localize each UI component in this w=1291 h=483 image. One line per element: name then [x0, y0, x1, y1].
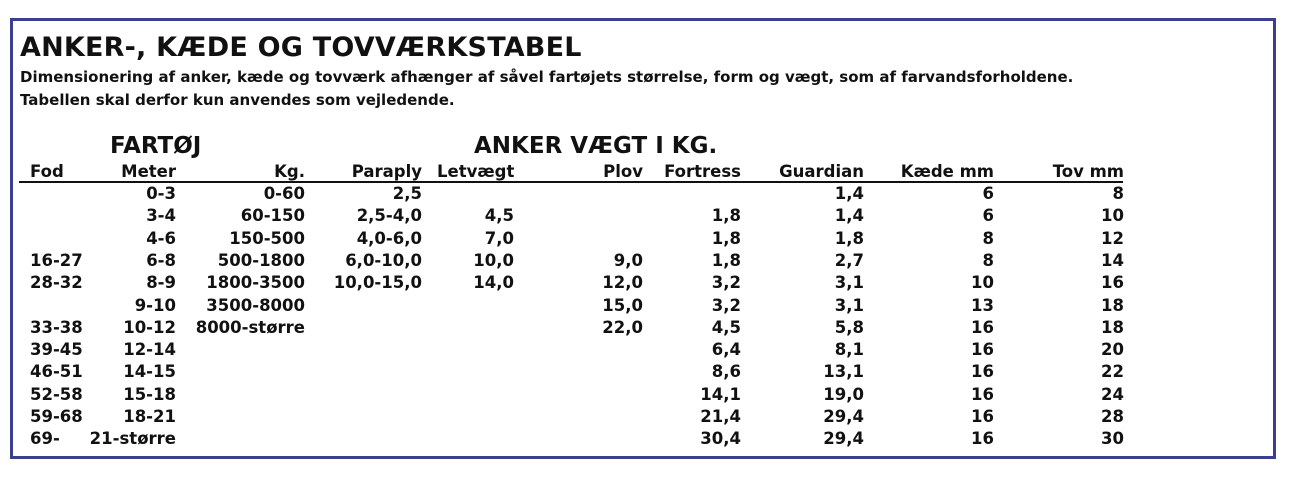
table-cell: 59-68	[30, 407, 83, 426]
table-cell: 16	[971, 429, 994, 448]
group-heading-fartoej: FARTØJ	[110, 133, 202, 159]
table-cell: 1,8	[711, 229, 741, 248]
table-cell: 10-12	[123, 318, 176, 337]
table-cell: 6,0-10,0	[345, 251, 422, 270]
table-cell: 13	[971, 296, 994, 315]
table-cell: 0-60	[263, 184, 305, 203]
table-cell: 39-45	[30, 340, 83, 359]
table-cell: 500-1800	[217, 251, 305, 270]
table-cell: 9,0	[613, 251, 643, 270]
table-cell: 24	[1101, 385, 1124, 404]
table-cell: 10	[1101, 206, 1124, 225]
table-cell: 16-27	[30, 251, 83, 270]
table-cell: 8000-større	[195, 318, 305, 337]
table-cell: 28-32	[30, 273, 83, 292]
table-cell: 14,1	[700, 385, 741, 404]
table-cell: 8-9	[146, 273, 176, 292]
table-cell: 21,4	[700, 407, 741, 426]
table-cell: 6,4	[711, 340, 741, 359]
table-cell: 3,1	[834, 296, 864, 315]
table-cell: 18-21	[123, 407, 176, 426]
table-cell: 16	[971, 407, 994, 426]
column-header: Guardian	[779, 162, 864, 181]
table-cell: 8,1	[834, 340, 864, 359]
table-cell: 1,8	[711, 251, 741, 270]
table-cell: 6	[982, 206, 994, 225]
table-cell: 15-18	[123, 385, 176, 404]
column-header: Plov	[603, 162, 643, 181]
table-cell: 30,4	[700, 429, 741, 448]
table-cell: 18	[1101, 318, 1124, 337]
table-cell: 9-10	[134, 296, 176, 315]
table-cell: 8	[982, 251, 994, 270]
table-cell: 19,0	[823, 385, 864, 404]
table-cell: 46-51	[30, 362, 83, 381]
table-cell: 8	[1112, 184, 1124, 203]
table-cell: 8	[982, 229, 994, 248]
column-header: Paraply	[351, 162, 422, 181]
table-cell: 33-38	[30, 318, 83, 337]
table-cell: 1,8	[834, 229, 864, 248]
table-cell: 16	[971, 362, 994, 381]
table-cell: 22,0	[602, 318, 643, 337]
table-cell: 10,0-15,0	[333, 273, 422, 292]
table-cell: 14-15	[123, 362, 176, 381]
column-header: Kg.	[274, 162, 305, 181]
table-cell: 2,5	[392, 184, 422, 203]
table-cell: 150-500	[229, 229, 305, 248]
column-header: Letvægt	[437, 162, 515, 181]
table-cell: 13,1	[823, 362, 864, 381]
column-header: Kæde mm	[900, 162, 994, 181]
description-line-2: Tabellen skal derfor kun anvendes som vejledende.	[20, 91, 455, 109]
table-cell: 14,0	[473, 273, 514, 292]
description-line-1: Dimensionering af anker, kæde og tovværk afhænger af såvel fartøjets størrelse, form og vægt, som af farvandsforholdene.	[20, 68, 1074, 86]
table-cell: 4,0-6,0	[356, 229, 422, 248]
table-cell: 18	[1101, 296, 1124, 315]
table-cell: 3,2	[711, 273, 741, 292]
column-header: Meter	[121, 162, 176, 181]
table-cell: 1,4	[834, 206, 864, 225]
table-cell: 4,5	[711, 318, 741, 337]
table-cell: 5,8	[834, 318, 864, 337]
table-cell: 16	[1101, 273, 1124, 292]
table-cell: 3,2	[711, 296, 741, 315]
table-cell: 28	[1101, 407, 1124, 426]
table-cell: 14	[1101, 251, 1124, 270]
group-heading-anker: ANKER VÆGT I KG.	[474, 133, 718, 159]
table-cell: 3,1	[834, 273, 864, 292]
table-cell: 69-	[30, 429, 60, 448]
table-cell: 10	[971, 273, 994, 292]
table-cell: 3-4	[146, 206, 176, 225]
table-cell: 60-150	[240, 206, 305, 225]
table-cell: 8,6	[711, 362, 741, 381]
table-cell: 16	[971, 340, 994, 359]
table-cell: 3500-8000	[206, 296, 305, 315]
table-cell: 4-6	[146, 229, 176, 248]
table-cell: 7,0	[484, 229, 514, 248]
table-cell: 1,8	[711, 206, 741, 225]
table-cell: 6	[982, 184, 994, 203]
table-cell: 6-8	[146, 251, 176, 270]
table-cell: 2,7	[834, 251, 864, 270]
column-header: Fod	[30, 162, 64, 181]
table-cell: 22	[1101, 362, 1124, 381]
column-header: Tov mm	[1052, 162, 1124, 181]
table-cell: 12	[1101, 229, 1124, 248]
table-cell: 12,0	[602, 273, 643, 292]
table-cell: 1,4	[834, 184, 864, 203]
table-cell: 21-større	[89, 429, 176, 448]
table-cell: 30	[1101, 429, 1124, 448]
table-cell: 2,5-4,0	[356, 206, 422, 225]
table-cell: 1800-3500	[206, 273, 305, 292]
table-cell: 15,0	[602, 296, 643, 315]
table-cell: 52-58	[30, 385, 83, 404]
table-cell: 29,4	[823, 407, 864, 426]
table-cell: 10,0	[473, 251, 514, 270]
table-cell: 29,4	[823, 429, 864, 448]
table-cell: 16	[971, 385, 994, 404]
column-header: Fortress	[664, 162, 741, 181]
table-cell: 0-3	[146, 184, 176, 203]
table-cell: 16	[971, 318, 994, 337]
table-cell: 12-14	[123, 340, 176, 359]
table-cell: 4,5	[484, 206, 514, 225]
table-cell: 20	[1101, 340, 1124, 359]
page-title: ANKER-, KÆDE OG TOVVÆRKSTABEL	[20, 32, 582, 63]
